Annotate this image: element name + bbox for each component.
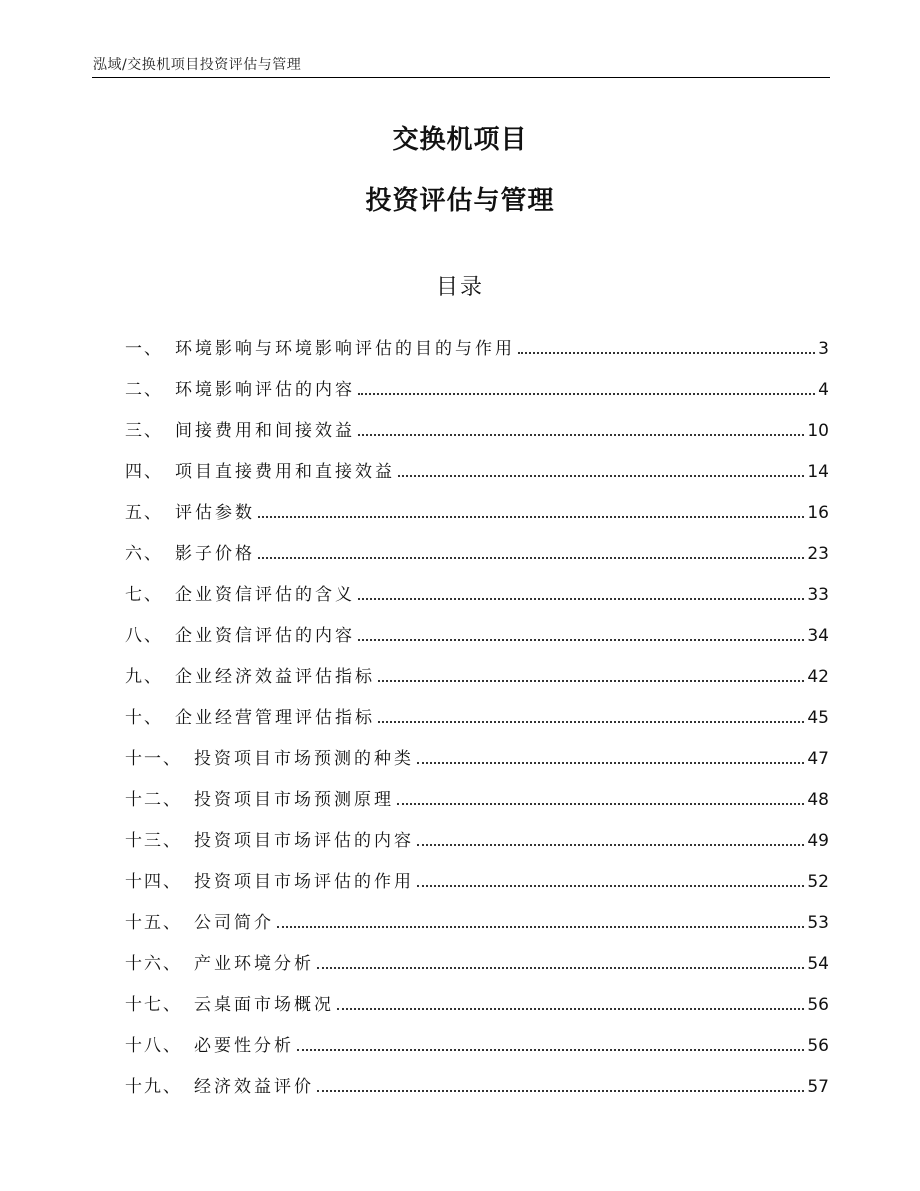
toc-entry-title: 企业资信评估的含义 bbox=[175, 585, 355, 605]
toc-entry-number: 三、 bbox=[125, 421, 163, 441]
toc-entry-page: 14 bbox=[807, 462, 829, 482]
toc-entry-number: 五、 bbox=[125, 503, 163, 523]
toc-entry[interactable] bbox=[125, 810, 829, 851]
toc-entry[interactable] bbox=[125, 892, 829, 933]
toc-dot-leader bbox=[378, 721, 804, 723]
toc-dot-leader bbox=[258, 516, 804, 518]
toc-entry-title: 项目直接费用和直接效益 bbox=[175, 462, 395, 482]
toc-entry[interactable] bbox=[125, 687, 829, 728]
toc-dot-leader bbox=[297, 1049, 804, 1051]
toc-entry-number: 十三、 bbox=[125, 831, 182, 851]
toc-entry-number: 七、 bbox=[125, 585, 163, 605]
toc-dot-leader bbox=[317, 967, 804, 969]
toc-entry[interactable] bbox=[125, 1015, 829, 1056]
toc-entry-number: 八、 bbox=[125, 626, 163, 646]
toc-entry-title: 投资项目市场预测的种类 bbox=[194, 749, 414, 769]
toc-entry[interactable] bbox=[125, 851, 829, 892]
document-title-line-1: 交换机项目 bbox=[392, 125, 528, 155]
toc-entry[interactable] bbox=[125, 974, 829, 1015]
toc-entry[interactable] bbox=[125, 728, 829, 769]
toc-entry-number: 十四、 bbox=[125, 872, 182, 892]
toc-entry[interactable] bbox=[125, 400, 829, 441]
toc-entry-page: 23 bbox=[807, 544, 829, 564]
toc-entry-number: 二、 bbox=[125, 380, 163, 400]
toc-entry-page: 54 bbox=[807, 954, 829, 974]
toc-entry-number: 十八、 bbox=[125, 1036, 182, 1056]
toc-entry-number: 十五、 bbox=[125, 913, 182, 933]
toc-entry-page: 48 bbox=[807, 790, 829, 810]
toc-entry-title: 评估参数 bbox=[175, 503, 255, 523]
toc-dot-leader bbox=[358, 393, 815, 395]
toc-entry-page: 52 bbox=[807, 872, 829, 892]
toc-entry-page: 56 bbox=[807, 1036, 829, 1056]
toc-entry[interactable] bbox=[125, 441, 829, 482]
toc-entry-title: 投资项目市场评估的内容 bbox=[194, 831, 414, 851]
toc-entry-page: 33 bbox=[807, 585, 829, 605]
toc-entry-page: 49 bbox=[807, 831, 829, 851]
toc-entry[interactable] bbox=[125, 933, 829, 974]
toc-entry-page: 47 bbox=[807, 749, 829, 769]
toc-entry-page: 45 bbox=[807, 708, 829, 728]
toc-entry[interactable] bbox=[125, 564, 829, 605]
toc-entry-title: 企业资信评估的内容 bbox=[175, 626, 355, 646]
toc-entry[interactable] bbox=[125, 605, 829, 646]
toc-entry-page: 4 bbox=[818, 380, 829, 400]
toc-entry-page: 53 bbox=[807, 913, 829, 933]
toc-entry-page: 42 bbox=[807, 667, 829, 687]
toc-entry-page: 34 bbox=[807, 626, 829, 646]
toc-entry-title: 云桌面市场概况 bbox=[194, 995, 334, 1015]
toc-entry[interactable] bbox=[125, 318, 829, 359]
toc-entry[interactable] bbox=[125, 523, 829, 564]
toc-entry-title: 投资项目市场预测原理 bbox=[194, 790, 394, 810]
toc-dot-leader bbox=[358, 639, 804, 641]
toc-dot-leader bbox=[277, 926, 804, 928]
toc-dot-leader bbox=[337, 1008, 804, 1010]
running-header: 泓域/交换机项目投资评估与管理 bbox=[93, 57, 302, 73]
toc-entry[interactable] bbox=[125, 482, 829, 523]
toc-dot-leader bbox=[378, 680, 804, 682]
toc-entry-number: 四、 bbox=[125, 462, 163, 482]
toc-entry-number: 一、 bbox=[125, 339, 163, 359]
toc-entry-title: 投资项目市场评估的作用 bbox=[194, 872, 414, 892]
toc-entry-number: 十六、 bbox=[125, 954, 182, 974]
toc-entry-number: 六、 bbox=[125, 544, 163, 564]
toc-dot-leader bbox=[358, 434, 804, 436]
toc-entry[interactable] bbox=[125, 359, 829, 400]
toc-entry-number: 九、 bbox=[125, 667, 163, 687]
toc-entry[interactable] bbox=[125, 1056, 829, 1097]
table-of-contents bbox=[125, 318, 829, 1097]
toc-entry-title: 企业经济效益评估指标 bbox=[175, 667, 375, 687]
toc-entry-title: 间接费用和间接效益 bbox=[175, 421, 355, 441]
toc-dot-leader bbox=[397, 803, 804, 805]
toc-entry-page: 56 bbox=[807, 995, 829, 1015]
toc-entry-number: 十二、 bbox=[125, 790, 182, 810]
toc-entry-title: 公司简介 bbox=[194, 913, 274, 933]
toc-dot-leader bbox=[398, 475, 804, 477]
toc-entry[interactable] bbox=[125, 646, 829, 687]
toc-entry-page: 16 bbox=[807, 503, 829, 523]
toc-entry-title: 产业环境分析 bbox=[194, 954, 314, 974]
toc-dot-leader bbox=[358, 598, 804, 600]
toc-entry-number: 十、 bbox=[125, 708, 163, 728]
toc-entry-page: 10 bbox=[807, 421, 829, 441]
toc-dot-leader bbox=[258, 557, 804, 559]
toc-entry[interactable] bbox=[125, 769, 829, 810]
toc-dot-leader bbox=[417, 762, 804, 764]
toc-entry-title: 企业经营管理评估指标 bbox=[175, 708, 375, 728]
toc-entry-page: 3 bbox=[818, 339, 829, 359]
toc-dot-leader bbox=[317, 1090, 804, 1092]
toc-entry-title: 经济效益评价 bbox=[194, 1077, 314, 1097]
toc-entry-title: 影子价格 bbox=[175, 544, 255, 564]
toc-dot-leader bbox=[417, 844, 804, 846]
toc-entry-number: 十九、 bbox=[125, 1077, 182, 1097]
toc-heading: 目录 bbox=[435, 275, 484, 300]
toc-dot-leader bbox=[518, 352, 815, 354]
document-title-line-2: 投资评估与管理 bbox=[365, 186, 555, 216]
toc-entry-page: 57 bbox=[807, 1077, 829, 1097]
toc-entry-number: 十七、 bbox=[125, 995, 182, 1015]
toc-entry-title: 环境影响与环境影响评估的目的与作用 bbox=[175, 339, 515, 359]
toc-entry-title: 环境影响评估的内容 bbox=[175, 380, 355, 400]
toc-entry-title: 必要性分析 bbox=[194, 1036, 294, 1056]
header-rule bbox=[92, 77, 830, 78]
toc-entry-number: 十一、 bbox=[125, 749, 182, 769]
toc-dot-leader bbox=[417, 885, 804, 887]
